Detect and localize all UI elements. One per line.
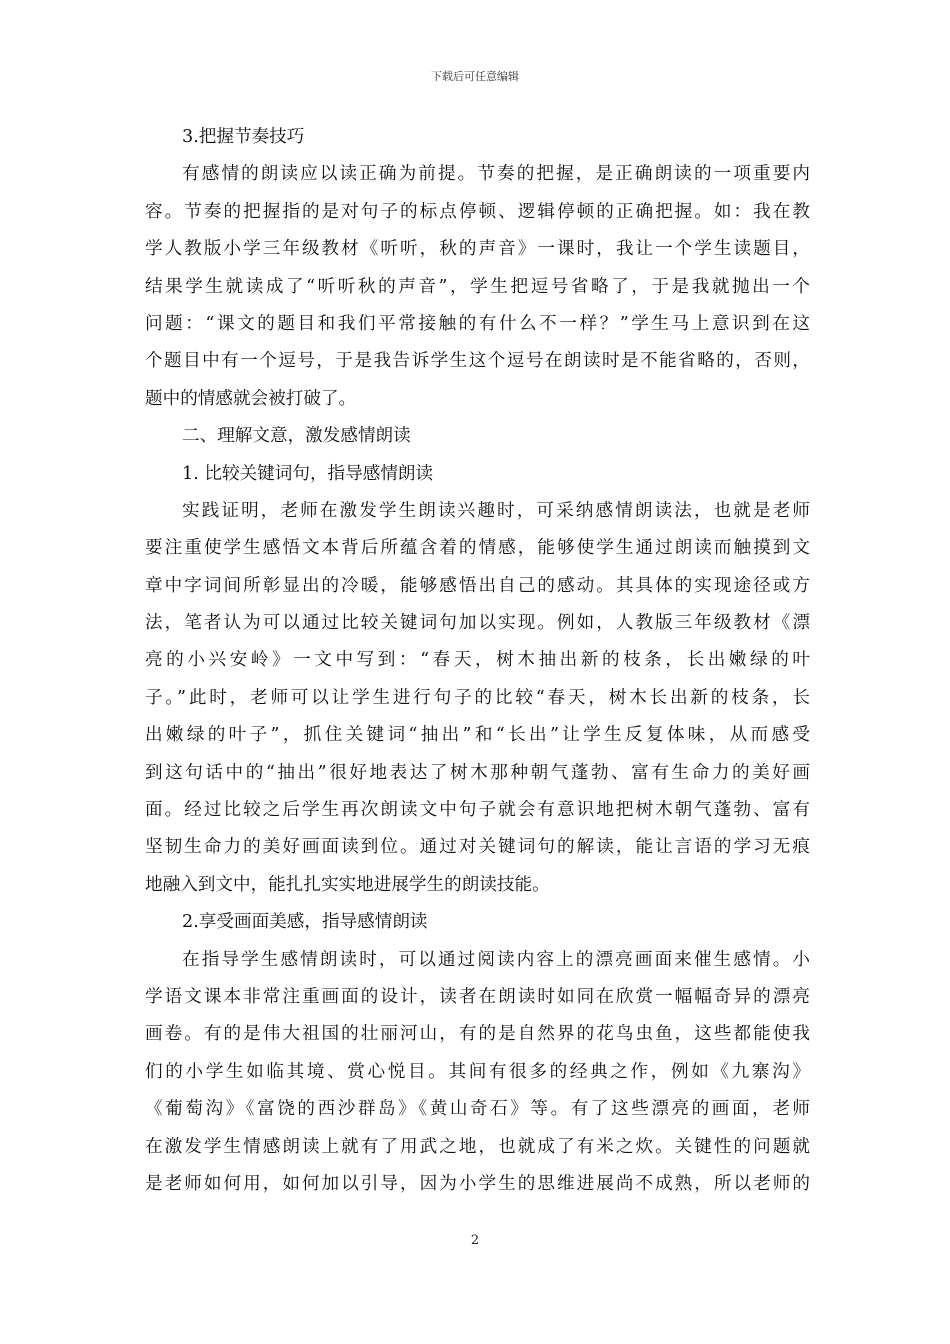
text-line: 坚韧生命力的美好画面读到位。通过对关键词句的解读，能让言语的学习无痕 <box>145 837 810 858</box>
text-line: 题中的情感就会被打破了。 <box>145 388 357 409</box>
text-line: 面。经过比较之后学生再次朗读文中句子就会有意识地把树木朝气蓬勃、富有 <box>145 800 810 821</box>
text-line: 实践证明，老师在激发学生朗读兴趣时，可采纳感情朗读法，也就是老师 <box>182 500 810 521</box>
text-line: 到这句话中的“抽出”很好地表达了树木那种朝气蓬勃、富有生命力的美好画 <box>145 762 810 783</box>
text-line: 学语文课本非常注重画面的设计，读者在朗读时如同在欣赏一幅幅奇异的漂亮 <box>145 986 810 1007</box>
text-line: 出嫩绿的叶子”，抓住关键词“抽出”和“长出”让学生反复体味，从而感受 <box>145 725 810 746</box>
text-line: 亮的小兴安岭》一文中写到：“春天，树木抽出新的枝条，长出嫩绿的叶 <box>145 650 810 671</box>
text-line: 问题：“课文的题目和我们平常接触的有什么不一样？”学生马上意识到在这 <box>145 313 810 334</box>
text-line: 法，笔者认为可以通过比较关键词句加以实现。例如，人教版三年级教材《漂 <box>145 613 810 634</box>
text-line: 子。”此时，老师可以让学生进行句子的比较“春天，树木长出新的枝条，长 <box>145 687 810 708</box>
text-line: 在激发学生情感朗读上就有了用武之地，也就成了有米之炊。关键性的问题就 <box>145 1136 810 1157</box>
text-line: 在指导学生感情朗读时，可以通过阅读内容上的漂亮画面来催生感情。小 <box>182 949 810 970</box>
page-number: 2 <box>470 1233 480 1248</box>
text-line: 学人教版小学三年级教材《听听，秋的声音》一课时，我让一个学生读题目， <box>145 239 810 260</box>
text-line: 2.享受画面美感，指导感情朗读 <box>182 912 428 933</box>
text-line: 有感情的朗读应以读正确为前提。节奏的把握，是正确朗读的一项重要内 <box>182 164 810 185</box>
text-line: 1. 比较关键词句，指导感情朗读 <box>182 463 434 484</box>
document-body <box>145 119 810 1203</box>
text-line: 3.把握节奏技巧 <box>182 127 305 147</box>
text-line: 地融入到文中，能扎扎实实地进展学生的朗读技能。 <box>145 874 550 895</box>
text-line: 个题目中有一个逗号，于是我告诉学生这个逗号在朗读时是不能省略的，否则， <box>145 351 810 372</box>
text-line: 画卷。有的是伟大祖国的壮丽河山，有的是自然界的花鸟虫鱼，这些都能使我 <box>145 1024 810 1045</box>
text-line: 二、理解文意，激发感情朗读 <box>182 426 411 447</box>
text-line: 章中字词间所彰显出的冷暖，能够感悟出自己的感动。其具体的实现途径或方 <box>145 575 810 596</box>
text-line: 要注重使学生感悟文本背后所蕴含着的情感，能够使学生通过朗读而触摸到文 <box>145 538 810 559</box>
text-line: 《葡萄沟》《富饶的西沙群岛》《黄山奇石》等。有了这些漂亮的画面，老师 <box>145 1099 810 1120</box>
text-line: 结果学生就读成了“听听秋的声音”，学生把逗号省略了，于是我就抛出一个 <box>145 276 810 297</box>
text-line: 是老师如何用，如何加以引导，因为小学生的思维进展尚不成熟，所以老师的 <box>145 1173 810 1194</box>
text-line: 容。节奏的把握指的是对句子的标点停顿、逻辑停顿的正确把握。如：我在教 <box>145 201 810 222</box>
page-header: 下载后可任意编辑 <box>431 70 519 83</box>
text-line: 们的小学生如临其境、赏心悦目。其间有很多的经典之作，例如《九寨沟》 <box>145 1061 810 1082</box>
